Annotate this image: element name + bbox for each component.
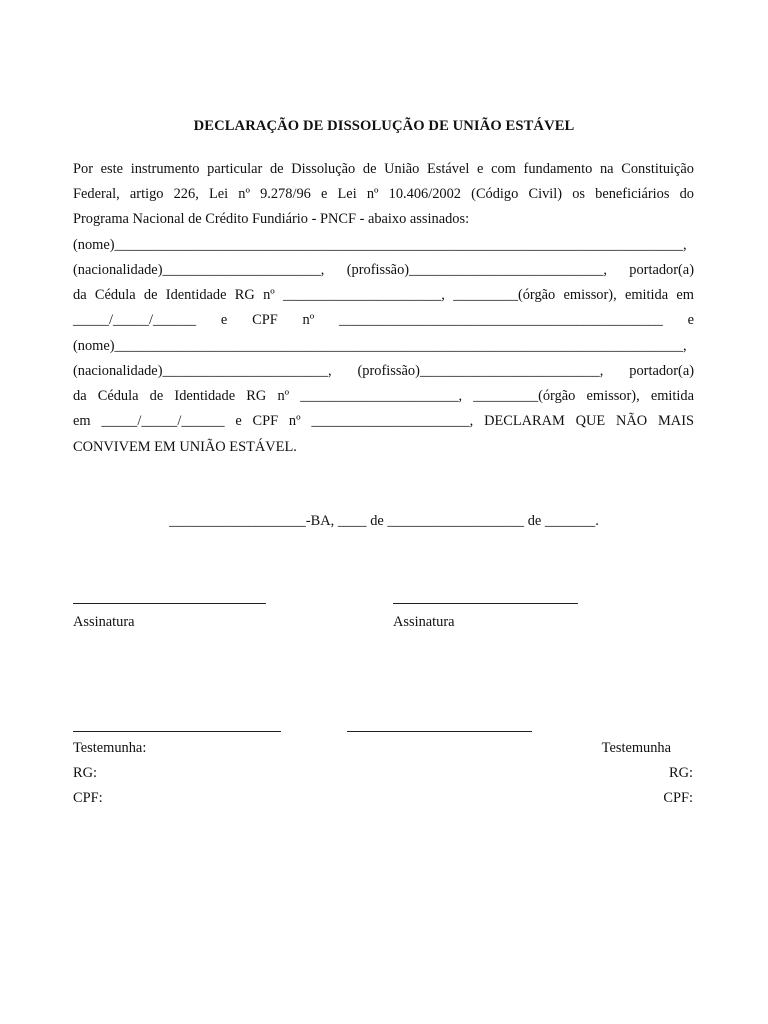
body-line-3: Programa Nacional de Crédito Fundiário - PNCF - abaixo assinados: bbox=[73, 211, 470, 227]
nationality-profession-line-2: (nacionalidade)_______________________, (profissão)_________________________, portador(a) bbox=[73, 363, 694, 379]
witness-label-right: Testemunha bbox=[601, 740, 671, 756]
name-field-line-2: (nome)_______________________________________________________________________________, bbox=[73, 338, 687, 354]
body-line-2: Federal, artigo 226, Lei nº 9.278/96 e Lei nº 10.406/2002 (Código Civil) os beneficiários do bbox=[73, 186, 694, 202]
place-date-line: ___________________-BA, ____ de ___________________ de _______. bbox=[169, 513, 599, 529]
witness-rg-left: RG: bbox=[73, 765, 97, 781]
identity-line-1: da Cédula de Identidade RG nº ______________________, _________(órgão emissor), emitida em bbox=[73, 287, 694, 303]
name-field-line-1: (nome)_______________________________________________________________________________, bbox=[73, 237, 687, 253]
body-line-1: Por este instrumento particular de Dissolução de União Estável e com fundamento na Constituição bbox=[73, 161, 694, 177]
witness-label-left: Testemunha: bbox=[73, 740, 147, 756]
witness-line-left bbox=[73, 731, 281, 732]
witness-cpf-left: CPF: bbox=[73, 790, 103, 806]
date-cpf-declaration-line: em _____/_____/______ e CPF nº ______________________, DECLARAM QUE NÃO MAIS bbox=[73, 413, 694, 429]
signature-label-left: Assinatura bbox=[73, 614, 135, 630]
witness-cpf-right: CPF: bbox=[663, 790, 693, 806]
identity-line-2: da Cédula de Identidade RG nº ______________________, _________(órgão emissor), emitida bbox=[73, 388, 694, 404]
declaration-end-line: CONVIVEM EM UNIÃO ESTÁVEL. bbox=[73, 439, 297, 455]
witness-line-right bbox=[347, 731, 532, 732]
witness-rg-right: RG: bbox=[669, 765, 693, 781]
signature-line-right bbox=[393, 603, 578, 604]
date-cpf-line-1: _____/_____/______ e CPF nº _____________________________________________ e bbox=[73, 312, 694, 328]
signature-line-left bbox=[73, 603, 266, 604]
signature-label-right: Assinatura bbox=[393, 614, 455, 630]
document-title: DECLARAÇÃO DE DISSOLUÇÃO DE UNIÃO ESTÁVEL bbox=[193, 118, 575, 134]
nationality-profession-line-1: (nacionalidade)______________________, (profissão)___________________________, portador(a) bbox=[73, 262, 694, 278]
